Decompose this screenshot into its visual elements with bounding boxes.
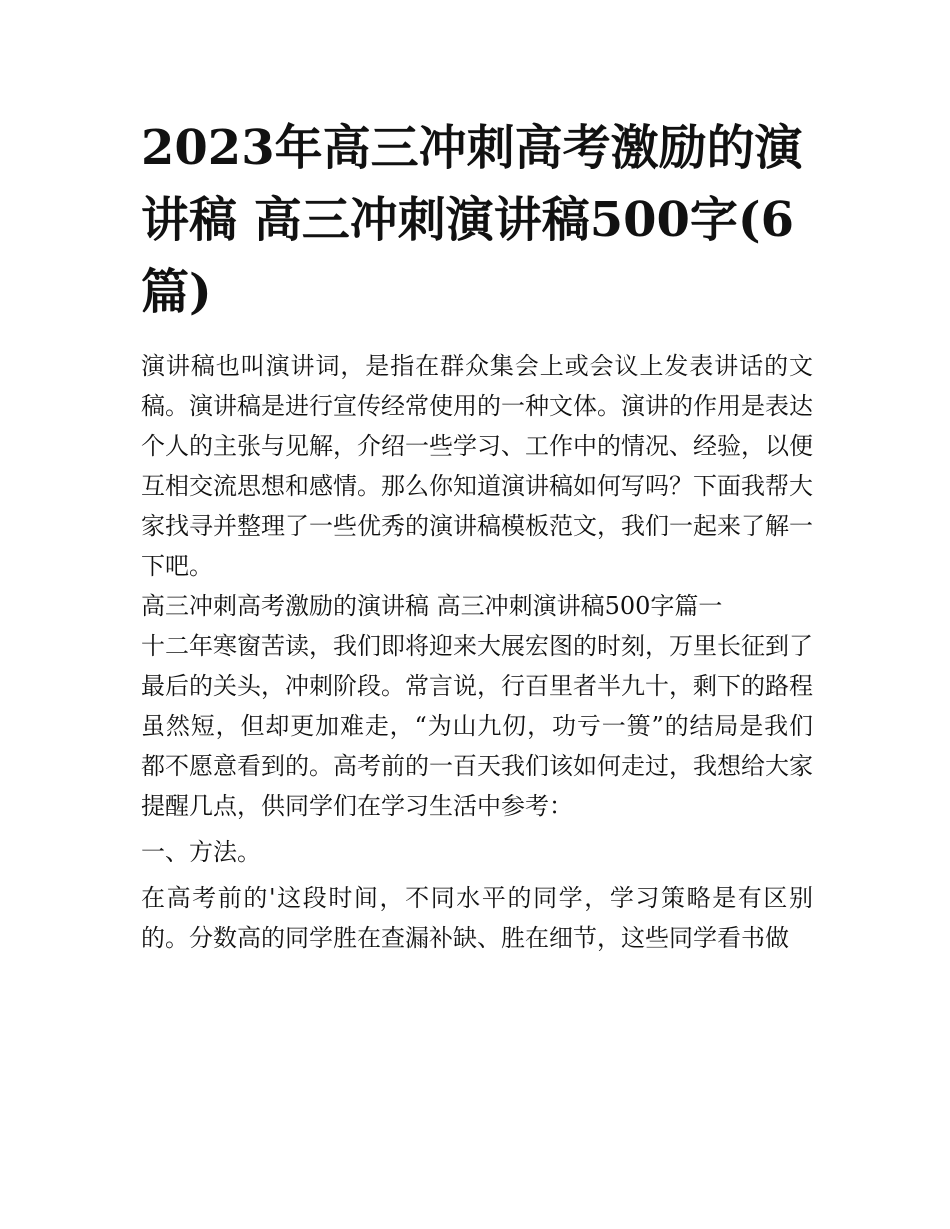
body-paragraph-1: 十二年寒窗苦读，我们即将迎来大展宏图的时刻，万里长征到了最后的关头，冲刺阶段。常言说，行百里者半九十，剩下的路程虽然短，但却更加难走，“为山九仞，功亏一篑”的结局是我们都不愿意看到的。高考前的一百天我们该如何走过，我想给大家提醒几点，供同学们在学习生活中参考： — [141, 632, 813, 820]
document-page — [141, 112, 813, 958]
section-heading: 高三冲刺高考激励的演讲稿 高三冲刺演讲稿500字篇一 — [141, 592, 723, 620]
body-paragraph-2: 在高考前的'这段时间，不同水平的同学，学习策略是有区别的。分数高的同学胜在查漏补缺、胜在细节，这些同学看书做 — [141, 884, 813, 952]
point-heading: 一、方法。 — [141, 838, 261, 866]
document-title: 2023年高三冲刺高考激励的演讲稿 高三冲刺演讲稿500字(6篇) — [141, 120, 803, 320]
intro-paragraph: 演讲稿也叫演讲词，是指在群众集会上或会议上发表讲话的文稿。演讲稿是进行宣传经常使用的一种文体。演讲的作用是表达个人的主张与见解，介绍一些学习、工作中的情况、经验，以便互相交流思想和感情。那么你知道演讲稿如何写吗？下面我帮大家找寻并整理了一些优秀的演讲稿模板范文，我们一起来了解一下吧。 — [141, 352, 813, 580]
